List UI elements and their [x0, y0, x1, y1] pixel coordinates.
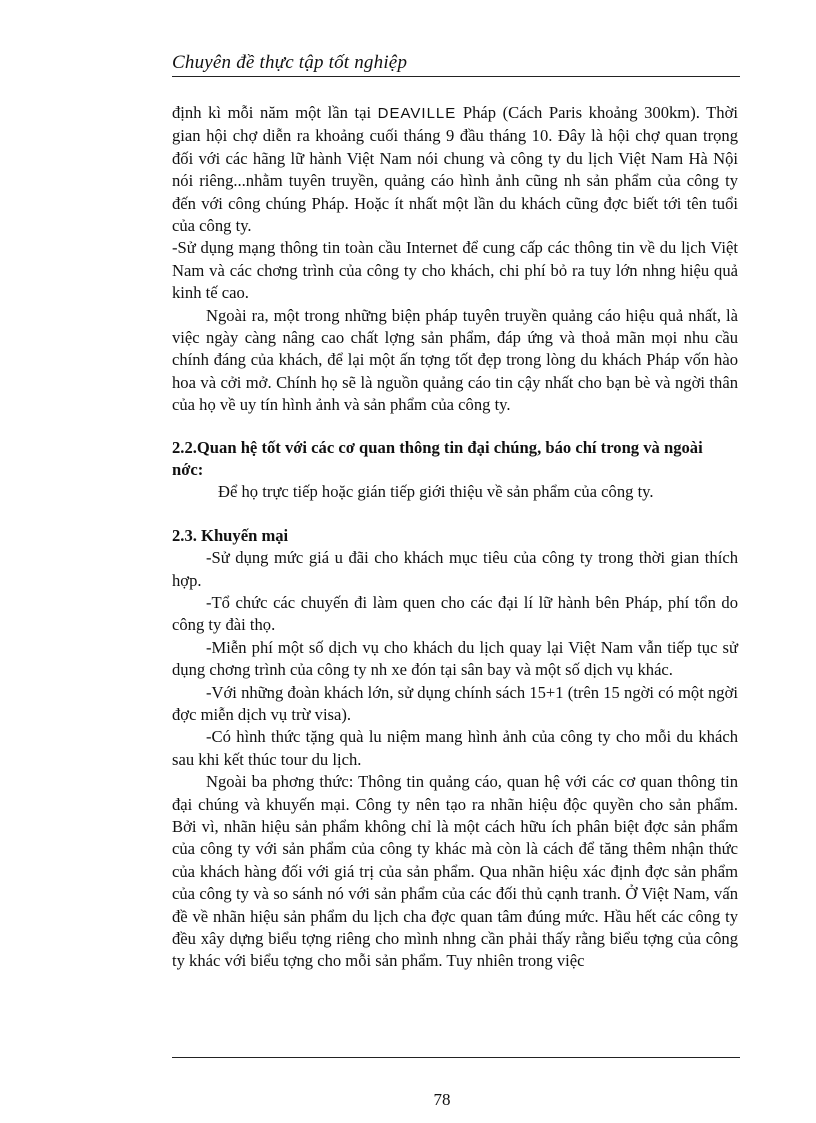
promotion-item: -Có hình thức tặng quà lu niệm mang hình ảnh của công ty cho mỗi du khách sau khi kết thúc tour du lịch.	[172, 727, 738, 769]
brand-deaville: DEAVILLE	[377, 105, 457, 122]
paragraph-deaville-start: định kì mỗi năm một lần tại	[172, 103, 378, 122]
promotion-item: -Tổ chức các chuyến đi làm quen cho các đại lí lữ hành bên Pháp, phí tổn do công ty đài thọ.	[172, 592, 738, 635]
section-heading-2-2: 2.2.Quan hệ tốt với các cơ quan thông tin đại chúng, báo chí trong và ngoài nớc:	[172, 437, 703, 479]
promotion-item: -Miễn phí một số dịch vụ cho khách du lịch quay lại Việt Nam vẫn tiếp tục sử dụng chơng trình của công ty nh xe đón tại sân bay và một số dịch vụ khác.	[172, 637, 738, 680]
page-header	[172, 50, 740, 77]
promotion-item: -Sử dụng mức giá u đãi cho khách mục tiêu của công ty trong thời gian thích hợp.	[172, 548, 738, 590]
paragraph-brand-identity: Ngoài ba phơng thức: Thông tin quảng cáo, quan hệ với các cơ quan thông tin đại chúng và khuyến mại. Công ty nên tạo ra nhãn hiệu độc quyền cho sản phẩm. Bởi vì, nhãn hiệu sản phẩm không chỉ là một cách hữu ích phân biệt đợc sản phẩm của công ty với sản phẩm của công ty khác mà còn là cách để tăng thêm nhận thức của khách hàng đối với giá trị của sản phẩm. Qua nhãn hiệu xác định đợc sản phẩm của công ty và so sánh nó với sản phẩm của các đối thủ cạnh tranh. Ở Việt Nam, vấn đề về nhãn hiệu sản phẩm du lịch cha đợc quan tâm đúng mức. Hầu hết các công ty đều xây dựng biểu tợng riêng cho mình nhng cần phải thấy rằng biểu tợng của công ty khác với biểu tợng cho mỗi sản phẩm. Tuy nhiên trong việc	[172, 772, 738, 971]
section-text-2-2: Để họ trực tiếp hoặc gián tiếp giới thiệu về sản phẩm của công ty.	[218, 481, 654, 501]
paragraph-deaville	[172, 102, 738, 237]
spacer	[172, 417, 738, 437]
page-body	[172, 102, 738, 973]
promotion-item: -Với những đoàn khách lớn, sử dụng chính sách 15+1 (trên 15 ngời có một ngời đợc miễn dịch vụ trừ visa).	[172, 682, 738, 724]
section-heading-2-3: 2.3. Khuyến mại	[172, 526, 289, 546]
page-number: 78	[433, 1090, 451, 1109]
paragraph-quality: Ngoài ra, một trong những biện pháp tuyên truyền quảng cáo hiệu quả nhất, là việc ngày càng nâng cao chất lợng sản phẩm, đáp ứng và thoả mãn mọi nhu cầu chính đáng của khách, để lại một ấn tợng tốt đẹp trong lòng du khách Pháp vốn hào hoa và cởi mở. Chính họ sẽ là nguồn quảng cáo tin cậy nhất cho bạn bè và ngời thân của họ về uy tín hình ảnh và sản phẩm của công ty.	[172, 305, 738, 415]
paragraph-deaville-end: Pháp (Cách Paris khoảng 300km). Thời gian hội chợ diễn ra khoảng cuối tháng 9 đầu tháng 10. Đây là hội chợ quan trọng đối với các hãng lữ hành Việt Nam nói chung và công ty du lịch Việt Nam Hà Nội nói riêng...nhằm tuyên truyền, quảng cáo hình ảnh cũng nh sản phẩm của công ty đến với công chúng Pháp. Hoặc ít nhất một lần du khách cũng đợc biết tới tên tuổi của công ty.	[172, 103, 738, 236]
header-title: Chuyên đề thực tập tốt nghiệp	[172, 52, 408, 73]
paragraph-internet: -Sử dụng mạng thông tin toàn cầu Internet để cung cấp các thông tin về du lịch Việt Nam và các chơng trình của công ty cho khách, chi phí bỏ ra tuy lớn nhng hiệu quả kinh tế cao.	[172, 238, 738, 303]
spacer	[172, 503, 738, 525]
footer-divider	[172, 1057, 740, 1058]
